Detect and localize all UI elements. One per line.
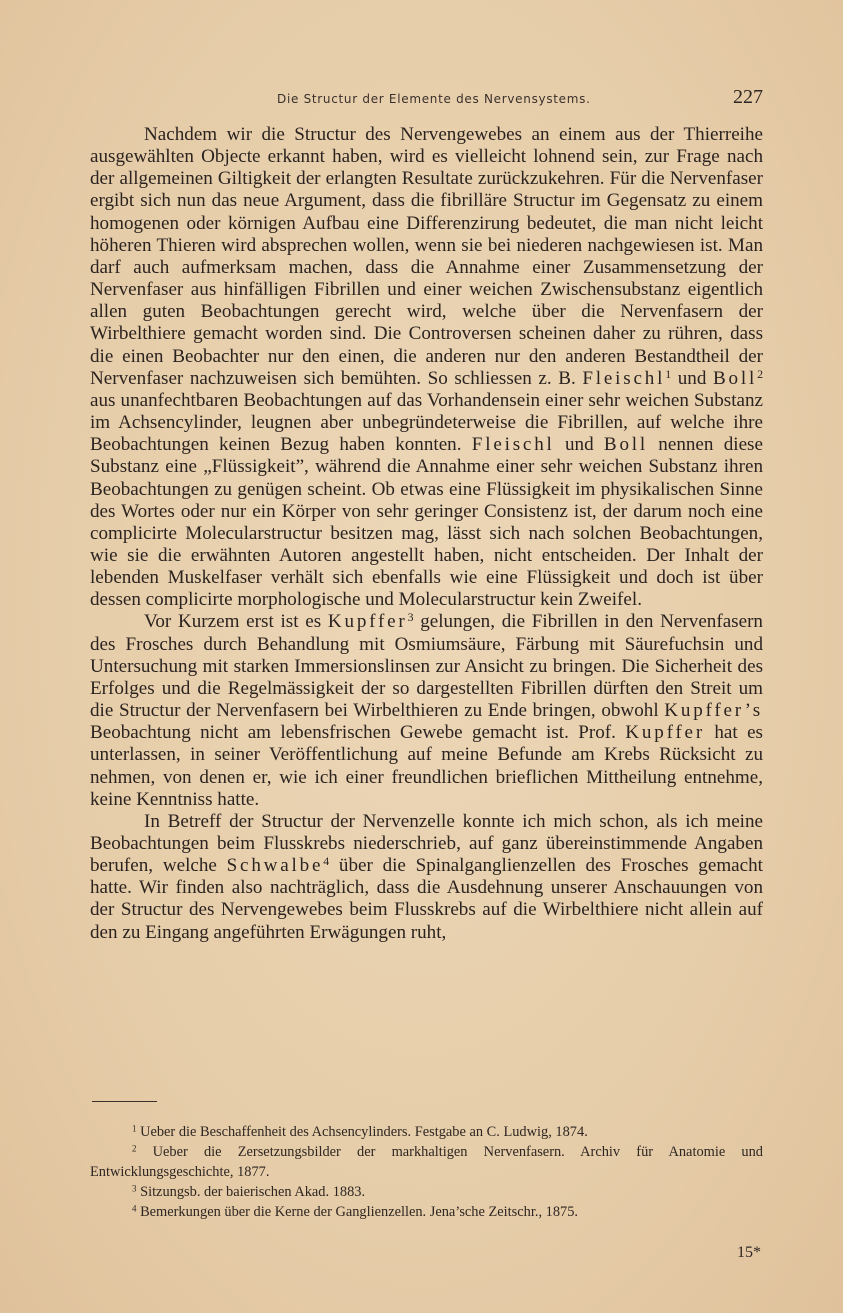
text-run: aus unanfechtbaren Beobachtungen auf das Vorhandensein einer sehr weichen Substanz im Achsencylinder, leugnen aber unbegründeterweise die Fibrillen, auf welche ihre Beobachtungen keinen Bezug haben konnten.	[90, 389, 763, 456]
page-header	[90, 86, 763, 112]
author-name: Kupffer	[625, 722, 705, 744]
author-name: Boll	[713, 367, 758, 389]
footnote-divider	[92, 1101, 157, 1102]
footnote-ref: 2	[757, 366, 764, 381]
footnote-text: Bemerkungen über die Kerne der Ganglienzellen. Jena’sche Zeitschr., 1875.	[140, 1204, 579, 1220]
footnote-text: Ueber die Beschaffenheit des Achsencylinders. Festgabe an C. Ludwig, 1874.	[140, 1124, 588, 1140]
footnote-ref: 4	[323, 854, 330, 869]
footnote	[90, 1202, 763, 1222]
footnote	[90, 1182, 763, 1202]
author-name: Schwalbe	[226, 855, 324, 877]
text-run: gelungen, die Fibrillen in den Nervenfasern des Frosches durch Behandlung mit Osmiumsäure, Färbung mit Säurefuchsin und Untersuchung mit starken Immersionslinsen zur Ansicht zu bringen. Die Sicherheit des Erfolges und die Regelmässigkeit der so dargestellten Fibrillen dürften den Streit um die Structur der Nervenfasern bei Wirbelthieren zu Ende bringen, obwohl	[90, 611, 763, 722]
signature-mark: 15*	[737, 1244, 761, 1261]
text-run: Vor Kurzem erst ist es	[144, 611, 322, 633]
paragraph-1	[90, 124, 763, 611]
author-name: Fleischl	[582, 367, 666, 389]
footnote-ref: 3	[407, 610, 414, 625]
author-name: Kupffer	[327, 611, 408, 633]
footnote-text: Ueber die Zersetzungsbilder der markhaltigen Nervenfasern. Archiv für Anatomie und Entwicklungsgeschichte, 1877.	[90, 1144, 763, 1180]
footnote-ref: 1	[665, 366, 672, 381]
footnote-text: Sitzungsb. der baierischen Akad. 1883.	[140, 1184, 366, 1200]
footnotes	[90, 1122, 763, 1222]
footnote	[90, 1142, 763, 1182]
paragraph-3	[90, 811, 763, 944]
footnote-number: 1	[132, 1123, 137, 1134]
text-run: Beobachtung nicht am lebensfrischen Gewebe gemacht ist. Prof.	[90, 722, 616, 744]
footnote-number: 2	[132, 1143, 137, 1154]
author-name: Kupffer’s	[664, 700, 763, 722]
text-run: hat es unterlassen, in seiner Veröffentlichung auf meine Befunde am Krebs Rücksicht zu nehmen, von denen er, wie ich einer freundlichen brieflichen Mittheilung entnehme, keine Kenntniss hatte.	[90, 722, 763, 810]
author-name: Boll	[603, 434, 648, 456]
footnote-number: 3	[132, 1183, 137, 1194]
text-run: und	[564, 434, 594, 456]
footnote-number: 4	[132, 1203, 137, 1214]
footnote	[90, 1122, 763, 1142]
author-name: Fleischl	[471, 434, 555, 456]
text-run: über die Spinalganglienzellen des Frosches gemacht hatte. Wir finden also nachträglich, dass die Ausdehnung unserer Anschauungen von der Structur des Nervengewebes beim Flusskrebs auf die Wirbelthiere nicht allein auf den zu Eingang angeführten Erwägungen ruht,	[90, 855, 763, 943]
text-run: In Betreff der Structur der Nervenzelle konnte ich mich schon, als ich meine Beobachtungen beim Flusskrebs niederschrieb, auf ganz übereinstimmende Angaben berufen, welche	[90, 810, 763, 877]
running-title: Die Structur der Elemente des Nervensystems.	[277, 92, 591, 106]
text-run: und	[677, 367, 707, 389]
paragraph-2	[90, 611, 763, 810]
text-run: nennen diese Substanz eine „Flüssigkeit”, während die Annahme einer sehr weichen Substanz ihren Beobachtungen zu genügen scheint. Ob etwas eine Flüssigkeit im physikalischen Sinne des Wortes oder nur ein Körper von sehr geringer Consistenz ist, der darum noch eine complicirte Molecularstructur besitzen mag, lässt sich nach solchen Beobachtungen, wie sie die erwähnten Autoren angestellt haben, nicht entscheiden. Der Inhalt der lebenden Muskelfaser verhält sich ebenfalls wie eine Flüssigkeit und doch ist über dessen complicirte morphologische und Molecularstructur kein Zweifel.	[90, 434, 763, 611]
page-number: 227	[733, 86, 763, 108]
text-run: Nachdem wir die Structur des Nervengewebes an einem aus der Thierreihe ausgewählten Objecte erkannt haben, wird es vielleicht lohnend sein, zur Frage nach der allgemeinen Giltigkeit der erlangten Resultate zurückzukehren. Für die Nervenfaser ergibt sich nun das neue Argument, dass die fibrilläre Structur im Gegensatz zu einem homogenen oder körnigen Aufbau eine Differenzirung bedeutet, die man nicht leicht höheren Thieren wird absprechen wollen, wenn sie bei niederen nachgewiesen ist. Man darf auch aufmerksam machen, dass die Annahme einer Zusammensetzung der Nervenfaser aus hinfälligen Fibrillen und einer weichen Zwischensubstanz eigentlich allen guten Beobachtungen gerecht wird, welche über die Nervenfasern der Wirbelthiere gemacht worden sind. Die Controversen scheinen daher zu rühren, dass die einen Beobachter nur den einen, die anderen nur den anderen Bestandtheil der Nervenfaser nachzuweisen sich bemühten. So schliessen z. B.	[90, 124, 763, 389]
body-text	[90, 124, 763, 944]
